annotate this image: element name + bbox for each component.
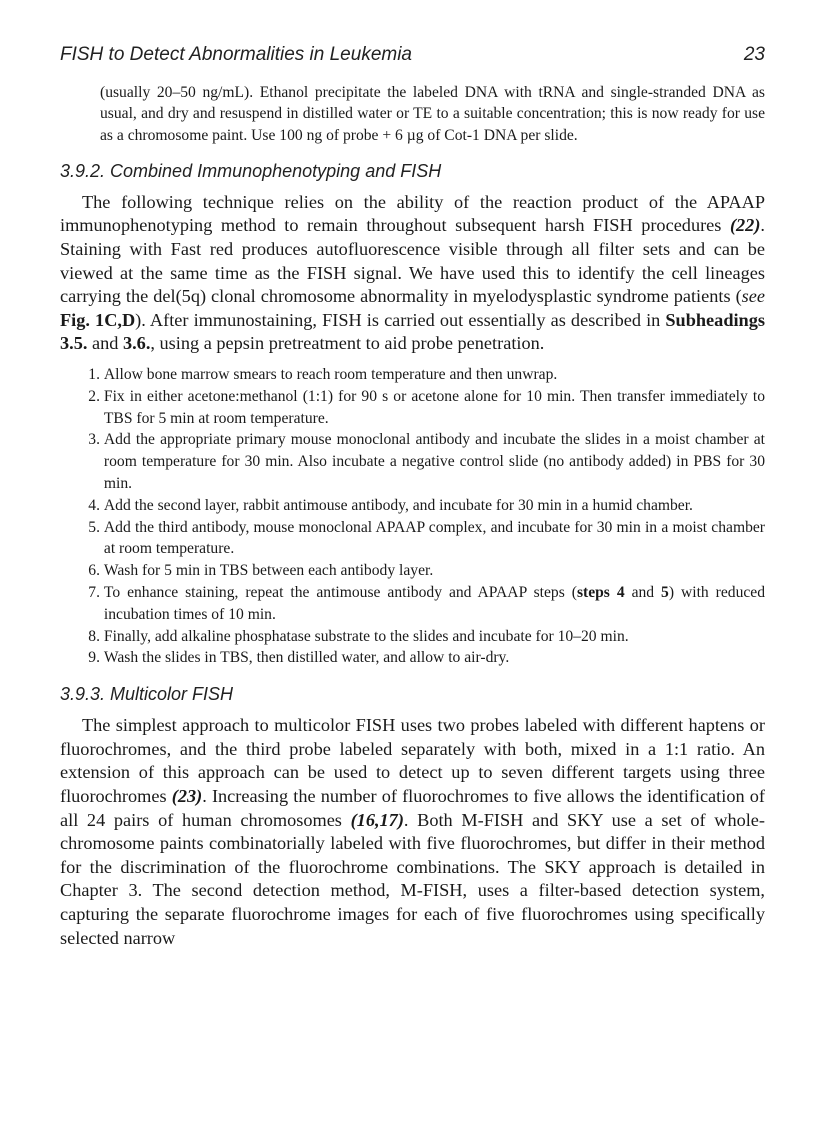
list-item: 4. Add the second layer, rabbit antimouse antibody, and incubate for 30 min in a humid chamber.: [88, 496, 693, 514]
list-item: 8. Finally, add alkaline phosphatase substrate to the slides and incubate for 10–20 min.: [88, 627, 629, 645]
list-item: 5. Add the third antibody, mouse monoclonal APAAP complex, and incubate for 30 min in a moist chamber at room temperature.: [88, 518, 765, 558]
page-number: 23: [743, 44, 765, 65]
subheading-reference-3-6[interactable]: 3.6.: [122, 333, 151, 354]
intro-paragraph: (usually 20–50 ng/mL). Ethanol precipitate the labeled DNA with tRNA and single-stranded DNA as usual, and dry and resuspend in distilled water or TE to a suitable concentration; this is now ready for use as a chromosome paint. Use 100 ng of probe + 6 µg of Cot-1 DNA per slide.: [100, 84, 765, 144]
figure-reference[interactable]: Fig. 1C,D: [60, 309, 136, 330]
list-item: 3. Add the appropriate primary mouse monoclonal antibody and incubate the slides in a moist chamber at room temperature for 30 min. Also incubate a negative control slide (no antibody added) in PBS for 30 min.: [88, 431, 765, 493]
list-item: 9. Wash the slides in TBS, then distilled water, and allow to air-dry.: [88, 649, 510, 667]
running-header: [60, 44, 765, 70]
page: [60, 44, 765, 950]
citation-16-17[interactable]: (16,17): [350, 809, 404, 830]
list-item: 2. Fix in either acetone:methanol (1:1) for 90 s or acetone alone for 10 min. Then transfer immediately to TBS for 5 min at room temperature.: [88, 387, 765, 427]
procedure-steps: [60, 364, 765, 669]
section-heading-3-9-2: 3.9.2. Combined Immunophenotyping and FISH: [60, 160, 442, 181]
section-heading-3-9-3: 3.9.3. Multicolor FISH: [60, 684, 234, 705]
list-item: 1. Allow bone marrow smears to reach room temperature and then unwrap.: [88, 366, 558, 384]
subheading-reference-3-5[interactable]: Subheadings 3.5.: [60, 309, 765, 354]
paragraph-immunophenotyping: The following technique relies on the ability of the reaction product of the APAAP immunophenotyping method to remain throughout subsequent harsh FISH procedures (22). Staining with Fast red produces autofluorescence visible through all filter sets and can be viewed at the same time as the FISH signal. We have used this to identify the cell lineages carrying the del(5q) clonal chromosome abnormality in myelodysplastic syndrome patients (see Fig. 1C,D). After immunostaining, FISH is carried out essentially as described in Subheadings 3.5. and 3.6., using a pepsin pretreatment to aid probe penetration.: [60, 191, 765, 354]
list-item: 6. Wash for 5 min in TBS between each antibody layer.: [88, 562, 434, 580]
citation-22[interactable]: (22): [729, 215, 761, 236]
running-title: FISH to Detect Abnormalities in Leukemia: [60, 44, 413, 65]
list-item: 7. To enhance staining, repeat the antimouse antibody and APAAP steps (steps 4 and 5) with reduced incubation times of 10 min.: [88, 584, 766, 623]
paragraph-multicolor-fish: The simplest approach to multicolor FISH uses two probes labeled with different haptens or fluorochromes, and the third probe labeled separately with both, mixed in a 1:1 ratio. An extension of this approach can be used to detect up to seven different targets using three fluorochromes (23). Increasing the number of fluorochromes to five allows the identification of all 24 pairs of human chromosomes (16,17). Both M-FISH and SKY use a set of whole-chromosome paints combinatorially labeled with five fluorochromes, but differ in their method for the discrimination of the fluorochrome combinations. The SKY approach is detailed in Chapter 3. The second detection method, M-FISH, uses a filter-based detection system, capturing the separate fluorochrome images for each of five fluorochromes using specifically selected narrow: [60, 715, 766, 948]
citation-23[interactable]: (23): [171, 785, 203, 806]
